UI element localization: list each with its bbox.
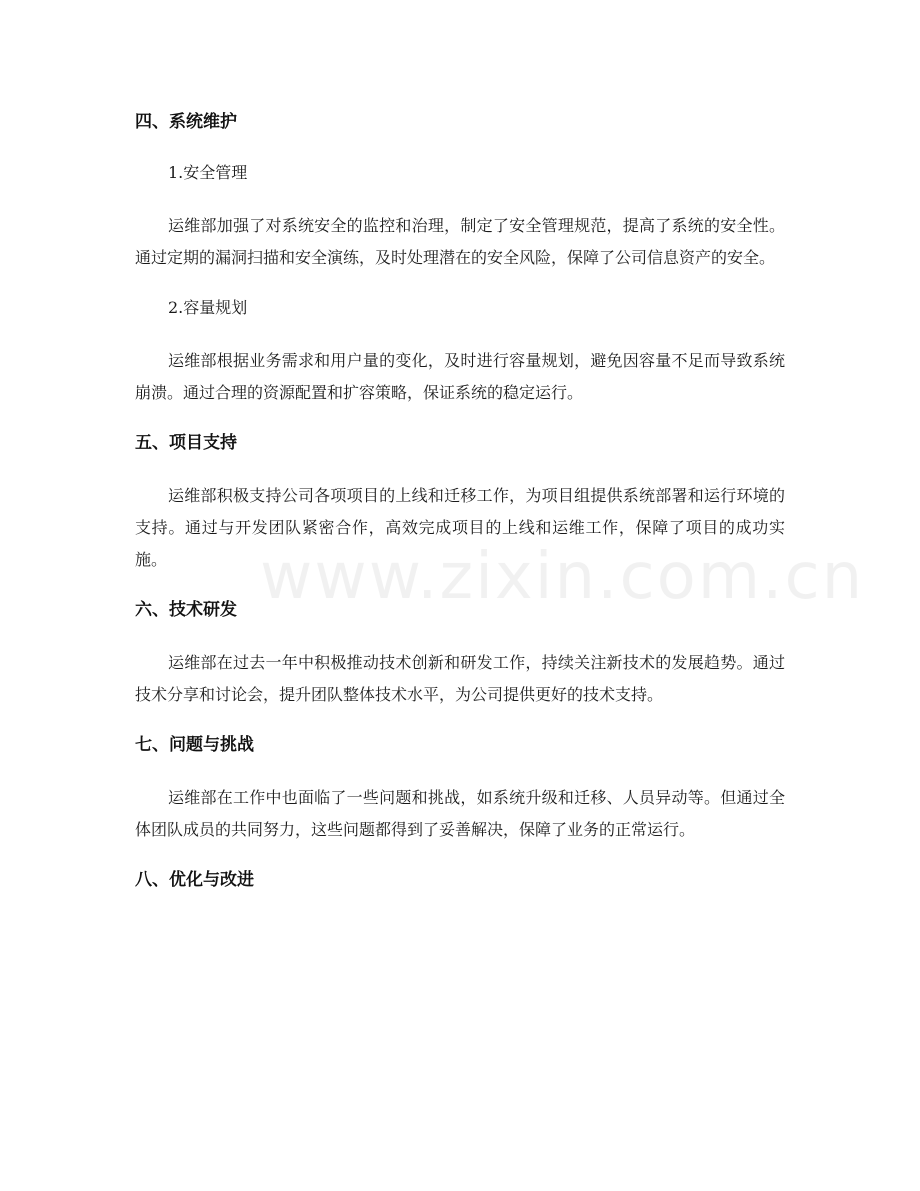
paragraph-project-support: 运维部积极支持公司各项项目的上线和迁移工作，为项目组提供系统部署和运行环境的支持。通过与开发团队紧密合作，高效完成项目的上线和运维工作，保障了项目的成功实施。: [135, 486, 785, 569]
document-body: [135, 108, 785, 917]
subheading-capacity-planning: 2.容量规划: [168, 298, 248, 317]
paragraph-capacity-planning: 运维部根据业务需求和用户量的变化，及时进行容量规划，避免因容量不足而导致系统崩溃。通过合理的资源配置和扩容策略，保证系统的稳定运行。: [135, 351, 785, 402]
section-heading-project-support: 五、项目支持: [135, 433, 237, 453]
watermark: www.zixin.com.cn: [260, 540, 865, 614]
section-heading-tech-rnd: 六、技术研发: [135, 600, 237, 620]
section-heading-system-maintenance: 四、系统维护: [135, 112, 237, 132]
subheading-security-management: 1.安全管理: [168, 163, 248, 182]
section-heading-optimization: 八、优化与改进: [135, 870, 254, 890]
paragraph-tech-rnd: 运维部在过去一年中积极推动技术创新和研发工作，持续关注新技术的发展趋势。通过技术分享和讨论会，提升团队整体技术水平，为公司提供更好的技术支持。: [135, 653, 785, 704]
paragraph-security-management: 运维部加强了对系统安全的监控和治理，制定了安全管理规范，提高了系统的安全性。通过定期的漏洞扫描和安全演练，及时处理潜在的安全风险，保障了公司信息资产的安全。: [135, 216, 785, 267]
paragraph-issues-challenges: 运维部在工作中也面临了一些问题和挑战，如系统升级和迁移、人员异动等。但通过全体团队成员的共同努力，这些问题都得到了妥善解决，保障了业务的正常运行。: [135, 788, 785, 839]
section-heading-issues-challenges: 七、问题与挑战: [135, 735, 254, 755]
